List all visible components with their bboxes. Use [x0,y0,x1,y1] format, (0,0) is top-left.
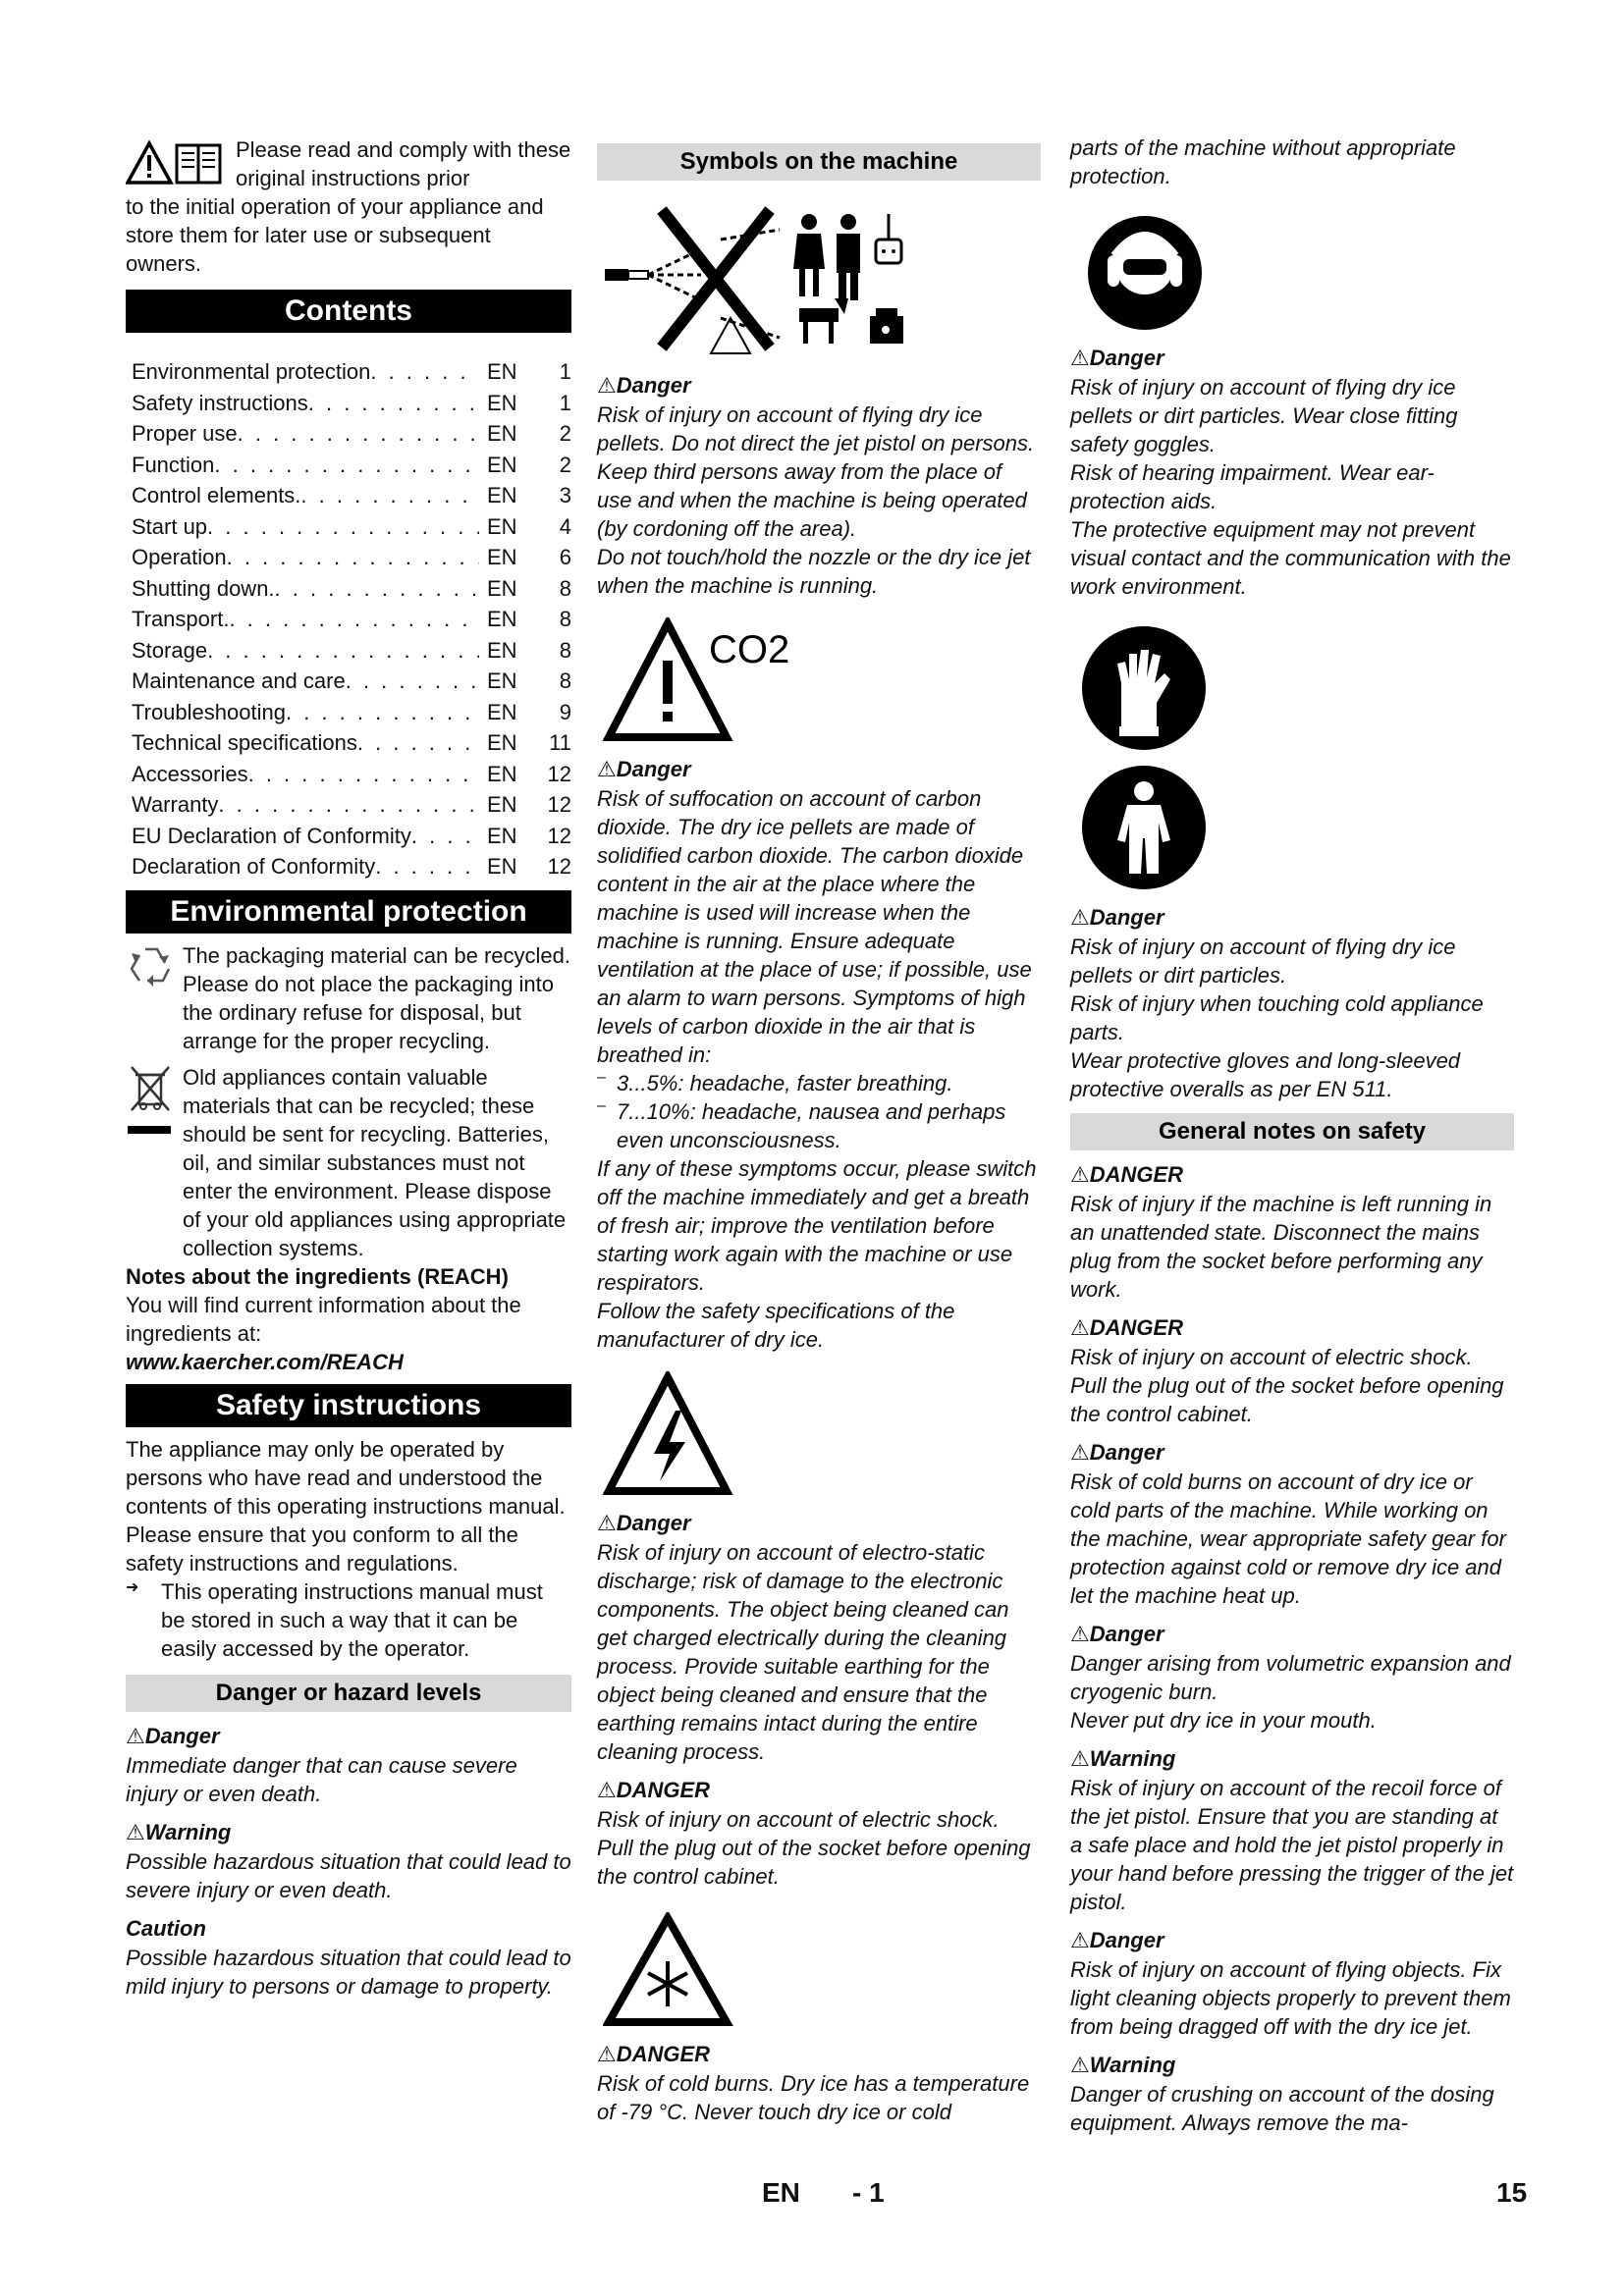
warning-triangle-icon: ⚠ [1070,905,1090,930]
b1-text: Risk of injury on account of flying dry ice pellets. Do not direct the jet pistol on persons. Keep third persons away from the place of use and when the machine is being operated (by cordoning off the area). [597,402,1035,541]
toc-row[interactable] [132,759,571,790]
column-left [126,133,571,2001]
toc-row[interactable] [132,450,571,481]
c2-heading: ⚠Danger [1070,905,1164,930]
warning-triangle-icon: ⚠ [126,1723,145,1748]
g3-heading: ⚠Danger [1070,1440,1164,1465]
electric-warning-icon [603,1371,740,1499]
reach-link[interactable]: www.kaercher.com/REACH [126,1349,404,1374]
toc-page: 6 [559,545,571,569]
toc-lang: EN [487,668,517,693]
toc-title: Function [132,452,215,477]
toc-row[interactable] [132,821,571,852]
toc-leader [286,697,479,728]
table-of-contents [132,356,571,882]
toc-row[interactable] [132,727,571,759]
toc-title: Operation [132,545,227,569]
warning-triangle-icon: ⚠ [1070,346,1090,370]
toc-leader [370,356,479,388]
toc-page: 11 [549,730,571,755]
co2-label: CO2 [709,628,790,671]
g7-text: Danger of crushing on account of the dosing equipment. Always remove the ma- [1070,2082,1494,2135]
column-middle [597,133,1041,2126]
warning-triangle-icon: ⚠ [1070,1440,1090,1465]
toc-lang: EN [487,637,517,663]
toc-leader [229,604,479,635]
b1-text2: Do not touch/hold the nozzle or the dry ice jet when the machine is running. [597,545,1031,598]
g5-text: Risk of injury on account of the recoil force of the jet pistol. Ensure that you are standing at a safe place and hold the jet pistol properly in your hand before pressing the trigger of the jet pistol. [1070,1776,1514,1914]
toc-page: 12 [547,823,571,848]
toc-page: 3 [559,483,571,507]
c2-text3: Wear protective gloves and long-sleeved protective overalls as per EN 511. [1070,1048,1461,1101]
c2-text: Risk of injury on account of flying dry ice pellets or dirt particles. [1070,934,1456,988]
toc-leader [357,727,479,759]
g4-heading: ⚠Danger [1070,1622,1164,1646]
warning-triangle-icon: ⚠ [126,1819,145,1844]
c2-text2: Risk of injury when touching cold appliance parts. [1070,991,1484,1044]
reach-heading: Notes about the ingredients (REACH) [126,1263,509,1289]
g3-text: Risk of cold burns on account of dry ice or cold parts of the machine. While working on the machine, wear appropriate safety gear for protection against cold or remove dry ice and let the machine heat up. [1070,1469,1506,1608]
g7-heading: ⚠Warning [1070,2053,1176,2077]
caution-heading: Caution [126,1915,206,1941]
g4-text: Danger arising from volumetric expansion and cryogenic burn. [1070,1651,1511,1704]
column-right [1070,133,1514,2137]
crossed-bin-icon [126,1063,177,1151]
b5-text: Risk of cold burns. Dry ice has a temperature of -79 °C. Never touch dry ice or cold [597,2071,1030,2124]
toc-leader [248,759,479,790]
b2-text3: Follow the safety specifications of the manufacturer of dry ice. [597,1299,955,1352]
safety-title: Safety instructions [126,1384,571,1427]
toc-page: 8 [559,668,571,693]
toc-title: Technical specifications [132,730,357,755]
toc-title: Storage [132,637,208,663]
recycle-icon [126,941,177,992]
toc-lang: EN [487,730,517,755]
toc-row[interactable] [132,851,571,882]
toc-lang: EN [487,452,517,477]
toc-title: Troubleshooting [132,699,286,724]
safety-bullet-text: This operating instructions manual must be stored in such a way that it can be easily accessed by the operator. [161,1578,543,1661]
toc-lang: EN [487,359,517,384]
b2-dash-2: – 7...10%: headache, nausea and perhaps even unconsciousness. [597,1097,1006,1152]
g2-heading: ⚠DANGER [1070,1315,1184,1340]
toc-page: 2 [559,421,571,446]
toc-leader [346,666,479,697]
danger-text: Immediate danger that can cause severe injury or even death. [126,1752,517,1806]
toc-title: Start up [132,513,208,539]
toc-row[interactable] [132,388,571,419]
toc-row[interactable] [132,789,571,821]
warning-triangle-icon: ⚠ [1070,1622,1090,1646]
packaging-text: The packaging material can be recycled. Please do not place the packaging into the ordinary refuse for disposal, but arrange for the proper recycling. [183,942,570,1053]
caution-text: Possible hazardous situation that could lead to mild injury to persons or damage to property. [126,1945,571,1999]
toc-lang: EN [487,421,517,446]
warning-triangle-icon: ⚠ [1070,2053,1090,2077]
general-notes-title: General notes on safety [1070,1113,1514,1150]
c1-text: Risk of injury on account of flying dry ice pellets or dirt particles. Wear close fitting safety goggles. [1070,375,1458,456]
no-spraying-persons-pictogram [603,200,956,357]
footer-page-number: 15 [1496,2177,1528,2208]
warning-triangle-icon: ⚠ [1070,1746,1090,1771]
g5-heading: ⚠Warning [1070,1746,1176,1771]
c1-heading: ⚠Danger [1070,346,1164,370]
toc-leader [214,450,479,481]
g2-text: Risk of injury on account of electric shock. Pull the plug out of the socket before opening the control cabinet. [1070,1345,1504,1426]
b3-heading: ⚠Danger [597,1511,691,1535]
warning-triangle-icon: ⚠ [1070,1928,1090,1952]
b4-text: Risk of injury on account of electric shock. Pull the plug out of the socket before opening the control cabinet. [597,1807,1031,1889]
warning-manual-icon [126,139,226,188]
warning-triangle-icon: ⚠ [1070,1162,1090,1187]
reach-text: You will find current information about the ingredients at: [126,1292,521,1346]
toc-title: Environmental protection [132,359,371,384]
toc-leader [238,418,479,450]
warning-triangle-icon: ⚠ [1070,1315,1090,1340]
toc-lang: EN [487,699,517,724]
symbols-title: Symbols on the machine [597,143,1041,181]
toc-title: Safety instructions [132,390,308,415]
intro-block [126,135,571,192]
toc-lang: EN [487,792,517,817]
toc-page: 12 [547,761,571,786]
old-appliances-text: Old appliances contain valuable materials that can be recycled; these should be sent for recycling. Batteries, oil, and similar substances must not enter the environment. Please dispose of your old appliances using appropriate collection systems. [183,1064,567,1260]
toc-leader [300,480,479,511]
toc-lang: EN [487,575,517,601]
toc-title: EU Declaration of Conformity [132,823,411,848]
toc-title: Proper use [132,421,238,446]
toc-lang: EN [487,761,517,786]
warning-triangle-icon: ⚠ [597,373,617,398]
goggles-earmuffs-icon [1086,214,1204,332]
toc-page: 8 [559,607,571,631]
g6-text: Risk of injury on account of flying objects. Fix light cleaning objects properly to prevent them from being dragged off with the dry ice jet. [1070,1957,1511,2039]
toc-lang: EN [487,545,517,569]
toc-lang: EN [487,513,517,539]
toc-row[interactable] [132,480,571,511]
warning-triangle-icon: ⚠ [597,1511,617,1535]
b4-heading: ⚠DANGER [597,1778,711,1802]
arrow-icon: ➜ [126,1578,139,1596]
environment-title: Environmental protection [126,890,571,934]
old-appliances-note [126,1063,571,1262]
continued-text: parts of the machine without appropriate protection. [1070,135,1456,188]
g6-heading: ⚠Danger [1070,1928,1164,1952]
toc-leader [207,511,479,543]
warning-triangle-icon: ⚠ [597,1778,617,1802]
c1-text3: The protective equipment may not prevent visual contact and the communication with the work environment. [1070,517,1511,599]
toc-lang: EN [487,483,517,507]
c1-text2: Risk of hearing impairment. Wear ear-protection aids. [1070,460,1435,513]
toc-title: Control elements. [132,483,301,507]
b2-dash-1: – 3...5%: headache, faster breathing. [597,1069,953,1095]
toc-leader [275,573,479,605]
b2-text2: If any of these symptoms occur, please switch off the machine immediately and get a breath of fresh air; improve the ventilation before starting work again with the machine or use respirators. [597,1156,1037,1295]
b1-heading: ⚠Danger [597,373,691,398]
toc-leader [308,388,479,419]
toc-title: Warranty [132,792,219,817]
warning-triangle-icon: ⚠ [597,757,617,781]
toc-page: 8 [559,575,571,601]
b3-text: Risk of injury on account of electro-static discharge; risk of damage to the electronic components. The object being cleaned can get charged electrically during the cleaning process. Provide suitable earthing for the object being cleaned and ensure that the earthing remains intact during the entire cleaning process. [597,1540,1009,1764]
toc-row[interactable] [132,635,571,667]
protective-overall-icon [1080,764,1208,891]
intro-first: Please read and comply with these original instructions prior [236,137,571,190]
toc-leader [375,851,479,882]
toc-title: Declaration of Conformity [132,854,376,879]
toc-lang: EN [487,390,517,415]
g1-heading: ⚠DANGER [1070,1162,1184,1187]
toc-page: 1 [559,390,571,415]
toc-lang: EN [487,854,517,879]
gloves-icon [1080,624,1208,752]
toc-title: Transport. [132,607,230,631]
hazard-levels-title: Danger or hazard levels [126,1675,571,1712]
toc-row[interactable] [132,418,571,450]
b5-heading: ⚠DANGER [597,2042,711,2066]
toc-title: Maintenance and care [132,668,346,693]
toc-row[interactable] [132,542,571,573]
toc-page: 2 [559,452,571,477]
toc-title: Accessories [132,761,248,786]
packaging-note [126,941,571,1055]
toc-page: 9 [559,699,571,724]
co2-warning-icon [603,617,819,745]
toc-leader [218,789,479,821]
toc-page: 1 [559,359,571,384]
b2-heading: ⚠Danger [597,757,691,781]
toc-leader [411,821,479,852]
toc-row[interactable] [132,573,571,605]
toc-page: 4 [559,513,571,539]
safety-bullet [126,1577,571,1663]
toc-leader [207,635,479,667]
b2-text: Risk of suffocation on account of carbon dioxide. The dry ice pellets are made of solidified carbon dioxide. The carbon dioxide content in the air at the place where the machine is used will increase when the machine is running. Ensure adequate ventilation at the place of use; if possible, use an alarm to warn persons. Symptoms of high levels of carbon dioxide in the air that is breathed in: [597,786,1032,1067]
toc-lang: EN [487,823,517,848]
toc-row[interactable] [132,697,571,728]
toc-page: 12 [547,854,571,879]
warning-heading: ⚠Warning [126,1819,232,1844]
footer-page-in-lang: - 1 [852,2177,885,2208]
contents-title: Contents [126,290,571,333]
footer-lang: EN [762,2177,800,2208]
intro-rest: to the initial operation of your appliance and store them for later use or subsequent owners. [126,194,544,276]
warning-triangle-icon: ⚠ [597,2042,617,2066]
toc-page: 8 [559,637,571,663]
g1-text: Risk of injury if the machine is left running in an unattended state. Disconnect the mains plug from the socket before performing any work. [1070,1192,1492,1302]
danger-heading: ⚠Danger [126,1723,220,1748]
safety-text: The appliance may only be operated by persons who have read and understood the contents of this operating instructions manual. Please ensure that you conform to all the safety instructions and regulations. [126,1436,566,1575]
toc-row[interactable] [132,356,571,388]
toc-row[interactable] [132,511,571,543]
toc-title: Shutting down. [132,575,275,601]
toc-leader [227,542,479,573]
cold-warning-icon [603,1912,740,2030]
g4-text2: Never put dry ice in your mouth. [1070,1708,1377,1733]
toc-lang: EN [487,607,517,631]
toc-row[interactable] [132,604,571,635]
toc-page: 12 [547,792,571,817]
toc-row[interactable] [132,666,571,697]
warning-text: Possible hazardous situation that could lead to severe injury or even death. [126,1848,571,1902]
